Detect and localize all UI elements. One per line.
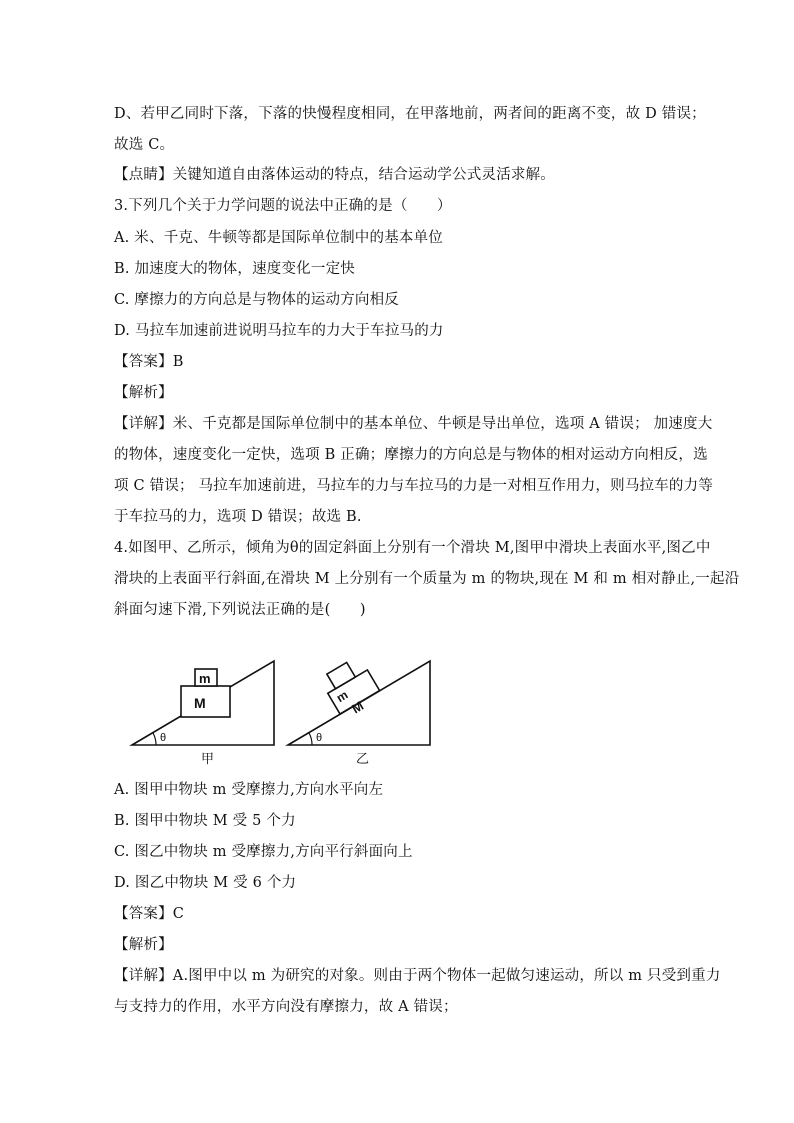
question-4-option-b: B. 图甲中物块 M 受 5 个力 <box>114 813 296 829</box>
caption-yi: 乙 <box>356 751 370 766</box>
question-4-option-c: C. 图乙中物块 m 受摩擦力,方向平行斜面向上 <box>114 844 413 860</box>
question-3-option-d: D. 马拉车加速前进说明马拉车的力大于车拉马的力 <box>114 323 444 339</box>
angle-label-jia: θ <box>160 732 167 744</box>
question-3-detail-line: 于车拉马的力，选项 D 错误；故选 B. <box>114 509 362 525</box>
question-4-answer: 【答案】C <box>114 906 185 922</box>
question-4-stem-line: 滑块的上表面平行斜面,在滑块 M 上分别有一个质量为 m 的物块,现在 M 和 m 相对静止,一起沿 <box>114 571 740 587</box>
question-4-option-a: A. 图甲中物块 m 受摩擦力,方向水平向左 <box>114 782 384 798</box>
key-point-line: 【点睛】关键知道自由落体运动的特点，结合运动学公式灵活求解。 <box>114 167 555 183</box>
question-3-stem: 3.下列几个关于力学问题的说法中正确的是（ ） <box>114 198 452 214</box>
question-3-detail-line: 【详解】米、千克都是国际单位制中的基本单位、牛顿是导出单位，选项 A 错误； 加速度大 <box>114 416 713 432</box>
label-m-yi: m <box>333 687 351 706</box>
question-4-option-d: D. 图乙中物块 M 受 6 个力 <box>114 875 297 891</box>
angle-arc-jia <box>153 733 156 745</box>
question-4-analysis-heading: 【解析】 <box>114 937 173 953</box>
label-M-jia: M <box>194 695 206 711</box>
question-3-option-b: B. 加速度大的物体，速度变化一定快 <box>114 261 355 277</box>
text-line: D、若甲乙同时下落，下落的快慢程度相同，在甲落地前，两者间的距离不变，故 D 错误； <box>114 106 706 122</box>
question-3-detail-line: 项 C 错误； 马拉车加速前进，马拉车的力与车拉马的力是一对相互作用力，则马拉车的力等 <box>114 478 714 494</box>
question-4-stem-line: 4.如图甲、乙所示，倾角为θ的固定斜面上分别有一个滑块 M,图甲中滑块上表面水平,图乙中 <box>114 540 711 556</box>
text-line: 故选 C。 <box>114 137 175 153</box>
angle-arc-yi <box>309 733 312 745</box>
incline-figure <box>128 655 438 767</box>
question-3-analysis-heading: 【解析】 <box>114 385 173 401</box>
question-4-stem-line: 斜面匀速下滑,下列说法正确的是( ) <box>114 602 366 618</box>
question-3-option-c: C. 摩擦力的方向总是与物体的运动方向相反 <box>114 292 399 308</box>
question-4-detail-line: 【详解】A.图甲中以 m 为研究的对象。则由于两个物体一起做匀速运动，所以 m 只受到重力 <box>114 968 721 984</box>
angle-label-yi: θ <box>316 732 323 744</box>
label-m-jia: m <box>199 671 211 686</box>
caption-jia: 甲 <box>201 751 215 766</box>
question-4-detail-line: 与支持力的作用，水平方向没有摩擦力，故 A 错误； <box>114 999 458 1015</box>
question-3-option-a: A. 米、千克、牛顿等都是国际单位制中的基本单位 <box>114 230 443 246</box>
label-M-yi: M <box>349 698 367 717</box>
question-3-detail-line: 的物体，速度变化一定快，选项 B 正确；摩擦力的方向总是与物体的相对运动方向相反，选 <box>114 447 708 463</box>
question-3-answer: 【答案】B <box>114 354 184 370</box>
